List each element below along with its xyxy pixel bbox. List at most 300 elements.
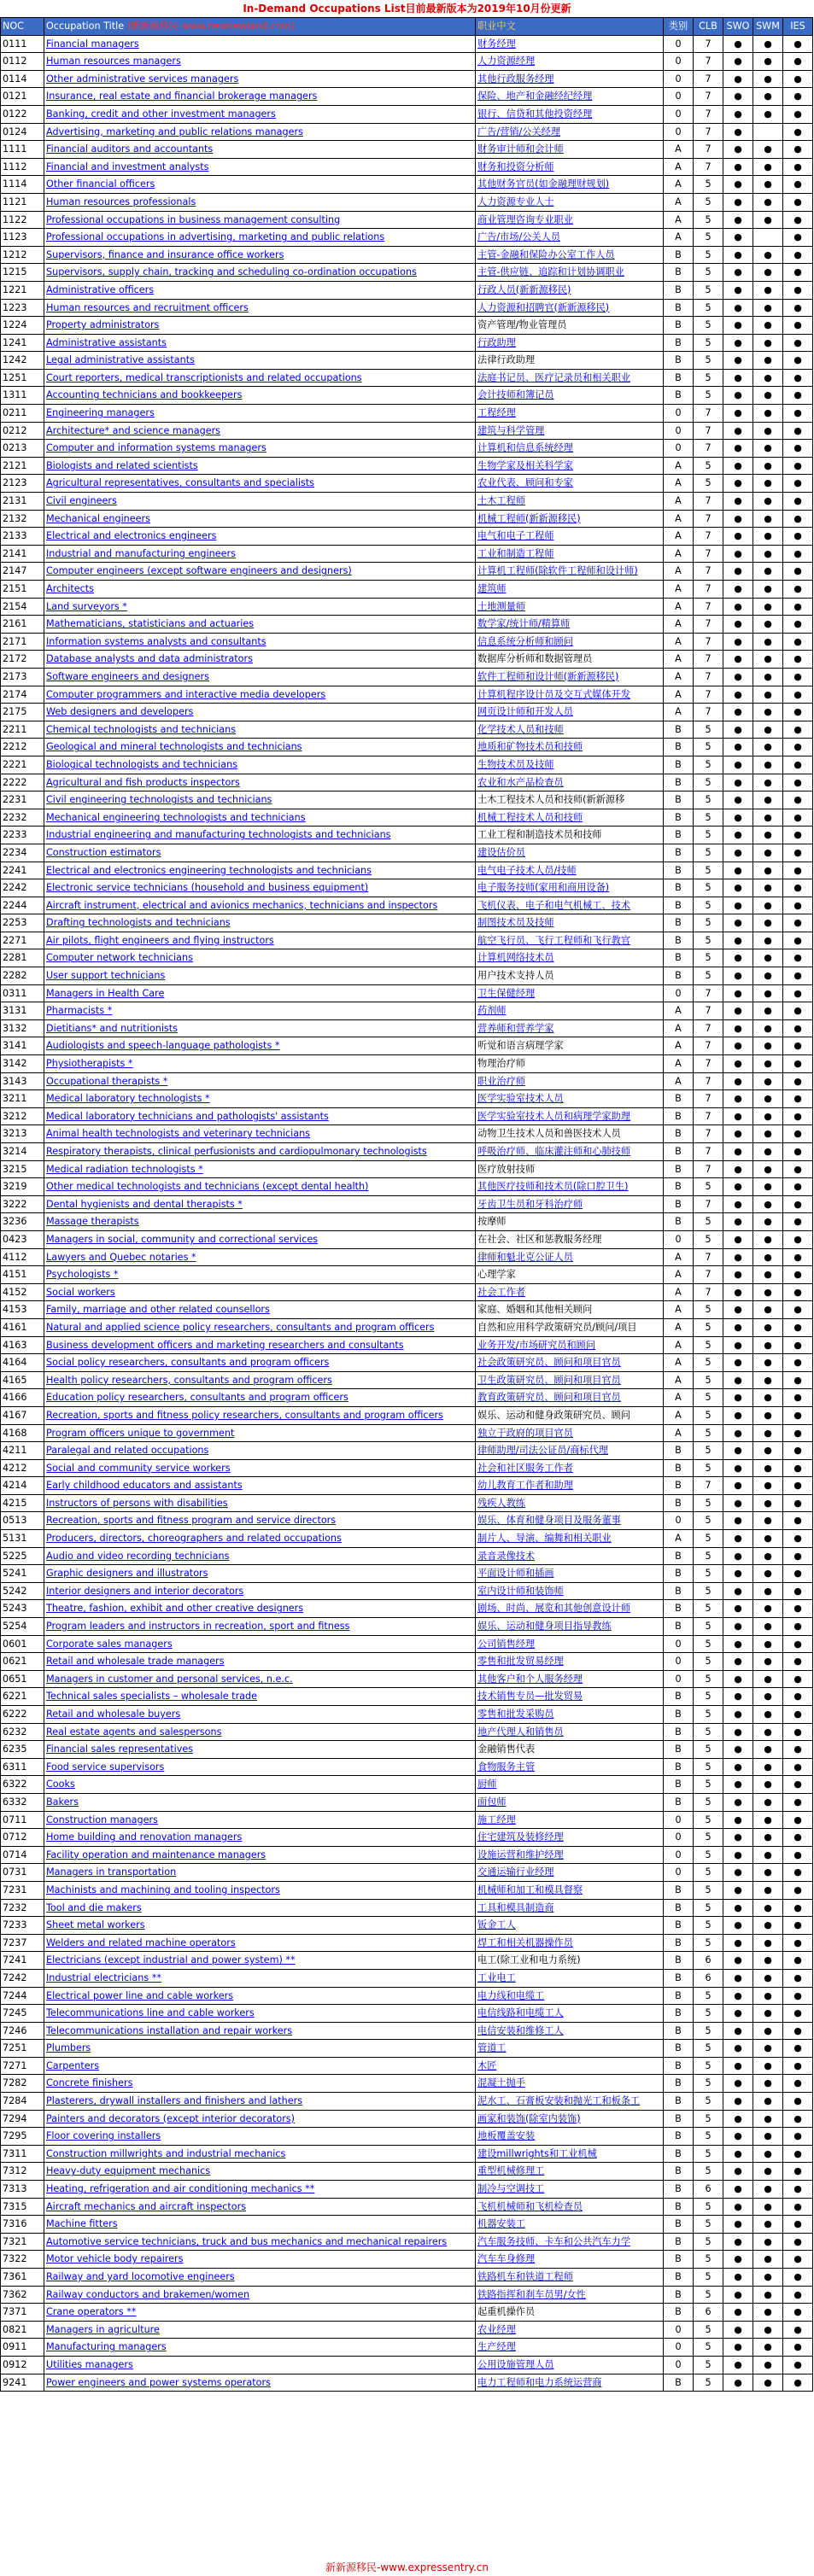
occupation-title-link[interactable]: Instructors of persons with disabilities [46,1497,228,1509]
chinese-title-link[interactable]: 住宅建筑及装修经理 [477,1831,564,1843]
chinese-title-link[interactable]: 飞机机械师和飞机检查员 [477,2200,583,2212]
chinese-title-link[interactable]: 社会和社区服务工作者 [477,1462,573,1474]
occupation-title-link[interactable]: Retail and wholesale buyers [46,1709,181,1720]
chinese-title-link[interactable]: 社会工作者 [477,1286,525,1298]
chinese-title-link[interactable]: 残疾人教练 [477,1497,525,1509]
occupation-title-link[interactable]: Telecommunications line and cable workers [46,2007,255,2019]
occupation-title-link[interactable]: Civil engineers [46,495,117,507]
occupation-title-link[interactable]: Occupational therapists * [46,1075,168,1087]
swm-dot: ● [753,914,783,932]
occupation-title-cell [44,1002,476,1020]
occupation-title-link[interactable]: Financial and investment analysts [46,161,209,172]
ies-dot: ● [783,2110,813,2128]
occupation-title-link[interactable]: Massage therapists [46,1216,139,1228]
occupation-title-link[interactable]: Air pilots, flight engineers and flying instructors [46,934,274,946]
chinese-title-link[interactable]: 计算机和信息系统经理 [477,442,573,454]
category: B [664,1793,694,1811]
clb-level: 5 [694,369,723,387]
noc-code: 7371 [1,2304,44,2322]
occupation-title-link[interactable]: Pharmacists * [46,1005,113,1017]
chinese-title-link[interactable]: 律师助理/司法公证员/商标代理 [477,1445,608,1457]
chinese-title-link[interactable]: 法庭书记员、医疗记录员和相关职业 [477,371,631,383]
occupation-title-link[interactable]: Natural and applied science policy researchers, consultants and program officers [46,1321,435,1333]
occupation-title-link[interactable]: Tool and die makers [46,1901,142,1913]
occupation-title-link[interactable]: Recreation, sports and fitness policy researchers, consultants and program officers [46,1409,443,1421]
swo-dot: ● [723,2251,753,2269]
occupation-title-link[interactable]: Supervisors, supply chain, tracking and scheduling co-ordination occupations [46,266,417,278]
occupation-title-cell [44,2251,476,2269]
noc-code: 3236 [1,1213,44,1231]
occupation-title-link[interactable]: Industrial electricians ** [46,1971,161,1983]
chinese-title-link[interactable]: 医学实验室技术人员 [477,1093,564,1105]
chinese-title-link[interactable]: 航空飞行员、飞行工程师和飞行教官 [477,934,631,946]
occupation-title-link[interactable]: Advertising, marketing and public relations managers [46,126,303,137]
chinese-title-link[interactable]: 施工经理 [477,1814,516,1825]
chinese-title-link[interactable]: 保险、地产和金融经纪经理 [477,91,593,102]
occupation-title-link[interactable]: User support technicians [46,970,166,982]
occupation-title-cell [44,1530,476,1548]
chinese-title-link[interactable]: 工业和制造工程师 [477,547,554,559]
chinese-title-link[interactable]: 混凝土抛手 [477,2077,525,2089]
chinese-title-link[interactable]: 公用设施管理人员 [477,2358,554,2370]
chinese-title-link[interactable]: 电信线路和电缆工人 [477,2007,564,2019]
occupation-title-link[interactable]: Family, marriage and other related counsellors [46,1304,270,1316]
occupation-title-link[interactable]: Program leaders and instructors in recreation, sport and fitness [46,1621,350,1633]
chinese-title-link[interactable]: 财务和投资分析师 [477,161,554,172]
table-row [1,1653,813,1671]
occupation-title-link[interactable]: Plumbers [46,2042,91,2054]
occupation-title-link[interactable]: Construction estimators [46,846,161,858]
chinese-title-link[interactable]: 财务经理 [477,38,516,50]
occupation-title-link[interactable]: Plasterers, drywall installers and finishers and lathers [46,2095,303,2107]
chinese-title-link[interactable]: 生物技术员及技师 [477,758,554,770]
occupation-title-link[interactable]: Computer engineers (except software engineers and designers) [46,565,352,577]
chinese-title-link[interactable]: 计算机工程师(除软件工程师和设计师) [477,565,638,577]
chinese-title-link[interactable]: 牙齿卫生员和牙科治疗师 [477,1198,583,1210]
chinese-title-cell: 娱乐、运动和健身政策研究员、顾问 [476,1406,664,1424]
occupation-title-link[interactable]: Medical radiation technologists * [46,1163,203,1175]
occupation-title-link[interactable]: Drafting technologists and technicians [46,917,231,929]
chinese-title-link[interactable]: 地板覆盖安装 [477,2130,536,2142]
occupation-title-link[interactable]: Retail and wholesale trade managers [46,1656,225,1668]
occupation-title-link[interactable]: Heating, refrigeration and air conditioning mechanics ** [46,2183,315,2195]
chinese-title-link[interactable]: 土木工程师 [477,495,525,507]
chinese-title-link[interactable]: 卫生保健经理 [477,987,536,999]
occupation-title-link[interactable]: Medical laboratory technologists * [46,1093,210,1105]
occupation-title-link[interactable]: Computer and information systems managers [46,442,266,454]
swm-dot: ● [753,1618,783,1636]
occupation-title-link[interactable]: Food service supervisors [46,1761,165,1773]
occupation-title-link[interactable]: Other administrative services managers [46,73,239,85]
occupation-title-link[interactable]: Audiologists and speech-language pathologists * [46,1040,280,1052]
occupation-title-link[interactable]: Other financial officers [46,178,155,190]
chinese-title-link[interactable]: 飞机仪表、电子和电气机械工、技术 [477,899,631,911]
occupation-title-link[interactable]: Managers in transportation [46,1866,177,1878]
occupation-title-link[interactable]: Automotive service technicians, truck and bus mechanics and mechanical repairers [46,2235,448,2247]
occupation-title-link[interactable]: Motor vehicle body repairers [46,2253,184,2265]
chinese-title-cell [476,528,664,546]
swo-dot: ● [723,53,753,71]
chinese-title-link[interactable]: 生物学家及相关科学家 [477,459,573,471]
chinese-title-link[interactable]: 制片人、导演、编舞和相关职业 [477,1533,612,1545]
occupation-title-cell [44,1582,476,1600]
occupation-title-link[interactable]: Dietitians* and nutritionists [46,1022,178,1034]
swm-dot: ● [753,545,783,563]
occupation-title-link[interactable]: Producers, directors, choreographers and related occupations [46,1533,342,1545]
chinese-title-link[interactable]: 职业治疗师 [477,1075,525,1087]
chinese-title-cell [476,1283,664,1301]
occupation-title-link[interactable]: Financial managers [46,38,139,50]
occupation-title-link[interactable]: Dental hygienists and dental therapists * [46,1198,243,1210]
ies-dot: ● [783,1723,813,1741]
occupation-title-link[interactable]: Social workers [46,1286,115,1298]
clb-level: 7 [694,545,723,563]
occupation-title-link[interactable]: Mechanical engineering technologists and technicians [46,811,306,823]
occupation-title-link[interactable]: Geological and mineral technologists and technicians [46,741,302,753]
occupation-title-link[interactable]: Early childhood educators and assistants [46,1480,243,1492]
chinese-title-link[interactable]: 重型机械修理工 [477,2165,545,2177]
chinese-title-link[interactable]: 医学实验室技术人员和病理学家助理 [477,1110,631,1122]
occupation-title-link[interactable]: Industrial engineering and manufacturing technologists and technicians [46,829,391,841]
occupation-title-link[interactable]: Database analysts and data administrators [46,653,253,665]
chinese-title-link[interactable]: 主管-供应链、追踪和计划协调职业 [477,266,624,278]
occupation-title-link[interactable]: Aircraft instrument, electrical and avionics mechanics, technicians and inspectors [46,899,438,911]
clb-level: 7 [694,598,723,616]
chinese-title-link[interactable]: 剧场、时尚、展览和其他创意设计师 [477,1603,631,1615]
chinese-title-link[interactable]: 机械工程师(新新源移民) [477,512,581,524]
occupation-title-link[interactable]: Biological technologists and technicians [46,758,238,770]
occupation-title-link[interactable]: Cooks [46,1779,75,1790]
chinese-title-link[interactable]: 呼吸治疗师、临床灌注师和心肺技师 [477,1146,631,1157]
occupation-title-link[interactable]: Architecture* and science managers [46,424,221,436]
occupation-title-link[interactable]: Telecommunications installation and repair workers [46,2024,293,2036]
table-row [1,1178,813,1196]
swm-dot: ● [753,897,783,914]
chinese-title-link[interactable]: 卫生政策研究员、顾问和项目官员 [477,1374,621,1386]
chinese-title-link[interactable]: 地产代理人和销售员 [477,1726,564,1738]
chinese-title-link[interactable]: 律师和魁北克公证人员 [477,1251,573,1263]
chinese-title-link[interactable]: 农业代表、顾问和专家 [477,477,573,489]
chinese-title-link[interactable]: 业务开发/市场研究员和顾问 [477,1339,596,1351]
chinese-title-link[interactable]: 独立于政府的项目官员 [477,1427,573,1439]
chinese-title-link[interactable]: 其他客户和个人服务经理 [477,1673,583,1685]
chinese-title-link[interactable]: 其他财务官员(如金融理财规划) [477,178,610,190]
occupation-title-link[interactable]: Graphic designers and illustrators [46,1568,208,1580]
occupation-title-link[interactable]: Construction managers [46,1814,158,1825]
occupation-title-link[interactable]: Animal health technologists and veterinary technicians [46,1128,311,1140]
chinese-title-link[interactable]: 电力线和电缆工 [477,1989,545,2001]
chinese-title-link[interactable]: 人力资源和招聘官(新新源移民) [477,301,610,313]
chinese-title-cell [476,264,664,282]
occupation-title-link[interactable]: Recreation, sports and fitness program and service directors [46,1515,337,1527]
chinese-title-cell [476,281,664,299]
occupation-title-link[interactable]: Human resources and recruitment officers [46,301,249,313]
occupation-title-link[interactable]: Carpenters [46,2059,100,2071]
chinese-title-link[interactable]: 电子服务技师(家用和商用设备) [477,882,610,894]
chinese-title-link[interactable]: 其他医疗技师和技术员(除口腔卫生) [477,1181,629,1193]
table-row [1,1090,813,1108]
occupation-title-link[interactable]: Computer network technicians [46,952,193,964]
swo-dot: ● [723,1037,753,1055]
occupation-title-link[interactable]: Biologists and related scientists [46,459,198,471]
occupation-title-link[interactable]: Sheet metal workers [46,1919,145,1931]
category: A [664,1354,694,1372]
occupation-title-link[interactable]: Architects [46,583,94,594]
occupation-title-link[interactable]: Property administrators [46,319,160,331]
occupation-title-link[interactable]: Professional occupations in business management consulting [46,213,341,225]
chinese-title-link[interactable]: 人力资源经理 [477,55,536,67]
occupation-title-link[interactable]: Insurance, real estate and financial brokerage managers [46,91,318,102]
chinese-title-link[interactable]: 管道工 [477,2042,507,2054]
occupation-title-link[interactable]: Web designers and developers [46,706,194,718]
occupation-title-link[interactable]: Mechanical engineers [46,512,150,524]
occupation-title-link[interactable]: Industrial and manufacturing engineers [46,547,236,559]
chinese-title-link[interactable]: 建设millwrights和工业机械 [477,2147,597,2159]
occupation-title-link[interactable]: Engineering managers [46,407,155,419]
occupation-title-link[interactable]: Construction millwrights and industrial mechanics [46,2147,286,2159]
chinese-title-link[interactable]: 建筑与科学管理 [477,424,545,436]
swo-dot: ● [723,317,753,335]
chinese-title-link[interactable]: 数学家/统计师/精算师 [477,618,571,630]
occupation-title-link[interactable]: Business development officers and marketing researchers and consultants [46,1339,404,1351]
chinese-title-link[interactable]: 室内设计师和装饰师 [477,1585,564,1597]
chinese-title-link[interactable]: 厨师 [477,1779,497,1790]
chinese-title-link[interactable]: 制图技术员及技师 [477,917,554,929]
noc-code: 2175 [1,704,44,721]
occupation-title-link[interactable]: Supervisors, finance and insurance office workers [46,248,284,260]
chinese-title-link[interactable]: 其他行政服务经理 [477,73,554,85]
occupation-title-link[interactable]: Administrative assistants [46,336,167,348]
chinese-title-link[interactable]: 设施运营和维护经理 [477,1849,564,1860]
chinese-title-link[interactable]: 土地测量师 [477,600,525,612]
occupation-title-link[interactable]: Utilities managers [46,2358,133,2370]
occupation-title-link[interactable]: Medical laboratory technicians and pathologists' assistants [46,1110,329,1122]
occupation-title-link[interactable]: Financial auditors and accountants [46,143,214,155]
occupation-title-link[interactable]: Land surveyors * [46,600,127,612]
occupation-title-link[interactable]: Electrical and electronics engineering technologists and technicians [46,864,372,876]
chinese-title-link[interactable]: 交通运输行业经理 [477,1866,554,1878]
chinese-title-link[interactable]: 建筑师 [477,583,507,594]
chinese-title-link[interactable]: 食物服务主管 [477,1761,536,1773]
noc-code: 2234 [1,844,44,862]
occupation-title-link[interactable]: Electronic service technicians (household and business equipment) [46,882,369,894]
occupation-title-link[interactable]: Power engineers and power systems operators [46,2376,271,2388]
chinese-title-link[interactable]: 营养师和营养学家 [477,1022,554,1034]
swo-dot: ● [723,1741,753,1759]
chinese-title-link[interactable]: 人力资源专业人士 [477,196,554,207]
occupation-title-link[interactable]: Respiratory therapists, clinical perfusionists and cardiopulmonary technologists [46,1146,427,1157]
chinese-title-link[interactable]: 软件工程师和设计师(新新源移民) [477,670,619,682]
chinese-title-link[interactable]: 信息系统分析师和顾问 [477,635,573,647]
occupation-title-link[interactable]: Painters and decorators (except interior decorators) [46,2112,295,2124]
occupation-title-link[interactable]: Real estate agents and salespersons [46,1726,222,1738]
occupation-title-link[interactable]: Heavy-duty equipment mechanics [46,2165,211,2177]
chinese-title-link[interactable]: 画家和装饰(除室内装饰) [477,2112,581,2124]
chinese-title-link[interactable]: 药剂师 [477,1005,507,1017]
chinese-title-link[interactable]: 泥水工、石膏板安装和抛光工和板条工 [477,2095,641,2107]
chinese-title-link[interactable]: 广告/市场/公关人员 [477,231,561,243]
occupation-title-link[interactable]: Health policy researchers, consultants and program officers [46,1374,332,1386]
occupation-title-link[interactable]: Machine fitters [46,2218,118,2230]
category: 0 [664,2339,694,2357]
occupation-title-link[interactable]: Software engineers and designers [46,670,209,682]
occupation-title-link[interactable]: Interior designers and interior decorators [46,1585,244,1597]
occupation-title-link[interactable]: Railway conductors and brakemen/women [46,2288,250,2300]
occupation-title-link[interactable]: Facility operation and maintenance managers [46,1849,266,1860]
occupation-title-link[interactable]: Court reporters, medical transcriptionists and related occupations [46,371,362,383]
occupation-title-link[interactable]: Railway and yard locomotive engineers [46,2271,235,2282]
occupation-title-link[interactable]: Agricultural and fish products inspectors [46,776,240,788]
chinese-title-link[interactable]: 公司销售经理 [477,1638,536,1650]
occupation-title-link[interactable]: Aircraft mechanics and aircraft inspectors [46,2200,247,2212]
occupation-title-link[interactable]: Accounting technicians and bookkeepers [46,389,243,401]
chinese-title-link[interactable]: 汽车服务技师、卡车和公共汽车力学 [477,2235,631,2247]
occupation-title-link[interactable]: Audio and video recording technicians [46,1550,230,1562]
occupation-title-cell [44,827,476,844]
noc-code: 2211 [1,721,44,739]
occupation-title-link[interactable]: Administrative officers [46,283,155,295]
chinese-title-link[interactable]: 教育政策研究员、顾问和项目官员 [477,1392,621,1404]
chinese-title-link[interactable]: 制冷与空调技工 [477,2183,545,2195]
chinese-title-link[interactable]: 工程经理 [477,407,516,419]
chinese-title-link[interactable]: 娱乐、运动和健身项目指导教练 [477,1621,612,1633]
occupation-title-link[interactable]: Professional occupations in advertising, marketing and public relations [46,231,385,243]
chinese-title-link[interactable]: 电气和电子工程师 [477,530,554,542]
swm-dot: ● [753,2093,783,2111]
table-row [1,2093,813,2111]
chinese-title-link[interactable]: 计算机程序设计员及交互式媒体开发 [477,688,631,700]
occupation-title-link[interactable]: Managers in customer and personal services, n.e.c. [46,1673,293,1685]
chinese-title-link[interactable]: 电气电子技术人员/技师 [477,864,577,876]
occupation-title-link[interactable]: Civil engineering technologists and technicians [46,794,272,806]
swm-dot: ● [753,563,783,581]
occupation-title-link[interactable]: Education policy researchers, consultants and program officers [46,1392,348,1404]
category: B [664,352,694,370]
occupation-title-link[interactable]: Human resources managers [46,55,181,67]
occupation-title-link[interactable]: Manufacturing managers [46,2341,167,2353]
chinese-title-link[interactable]: 银行、信贷和其他投资经理 [477,108,593,120]
occupation-title-link[interactable]: Managers in agriculture [46,2323,160,2335]
table-row [1,369,813,387]
occupation-title-link[interactable]: Legal administrative assistants [46,354,195,366]
occupation-title-link[interactable]: Theatre, fashion, exhibit and other creative designers [46,1603,304,1615]
chinese-title-link[interactable]: 钣金工人 [477,1919,516,1931]
occupation-title-link[interactable]: Concrete finishers [46,2077,133,2089]
occupation-title-link[interactable]: Technical sales specialists – wholesale trade [46,1691,258,1703]
chinese-title-link[interactable]: 农业和水产品检查员 [477,776,564,788]
occupation-title-link[interactable]: Crane operators ** [46,2306,137,2318]
chinese-title-link[interactable]: 机械师和加工和模具督察 [477,1884,583,1895]
chinese-title-link[interactable]: 汽车车身修理 [477,2253,536,2265]
occupation-title-link[interactable]: Welders and related machine operators [46,1936,236,1948]
chinese-title-link[interactable]: 零售和批发采购员 [477,1709,554,1720]
occupation-title-link[interactable]: Human resources professionals [46,196,196,207]
occupation-title-link[interactable]: Home building and renovation managers [46,1831,243,1843]
table-row [1,1565,813,1583]
occupation-title-link[interactable]: Other medical technologists and technicians (except dental health) [46,1181,369,1193]
occupation-title-link[interactable]: Corporate sales managers [46,1638,173,1650]
chinese-title-link[interactable]: 行政助理 [477,336,516,348]
occupation-title-link[interactable]: Social policy researchers, consultants and program officers [46,1357,330,1369]
chinese-title-link[interactable]: 电力工程师和电力系统运营商 [477,2376,602,2388]
occupation-title-link[interactable]: Chemical technologists and technicians [46,723,237,735]
occupation-title-link[interactable]: Bakers [46,1796,79,1808]
chinese-title-link[interactable]: 社会政策研究员、顾问和项目官员 [477,1357,621,1369]
occupation-title-link[interactable]: Information systems analysts and consultants [46,635,266,647]
chinese-title-link[interactable]: 化学技术人员和技师 [477,723,564,735]
occupation-title-link[interactable]: Paralegal and related occupations [46,1445,209,1457]
chinese-title-link[interactable]: 计算机网络技术员 [477,952,554,964]
table-row [1,1811,813,1829]
swo-dot: ● [723,1811,753,1829]
occupation-title-link[interactable]: Managers in social, community and correctional services [46,1233,319,1245]
occupation-title-link[interactable]: Machinists and machining and tooling inspectors [46,1884,280,1895]
occupation-title-link[interactable]: Floor covering installers [46,2130,161,2142]
chinese-title-link[interactable]: 铁路指挥和刹车员男/女性 [477,2288,586,2300]
chinese-title-link[interactable]: 网页设计师和开发人员 [477,706,573,718]
chinese-title-link[interactable]: 木匠 [477,2059,497,2071]
chinese-title-link[interactable]: 主管-金融和保险办公室工作人员 [477,248,615,260]
chinese-title-link[interactable]: 幼儿教育工作者和助理 [477,1480,573,1492]
chinese-title-link[interactable]: 农业经理 [477,2323,516,2335]
chinese-title-link[interactable]: 焊工和相关机器操作员 [477,1936,573,1948]
chinese-title-link[interactable]: 地质和矿物技术员和技师 [477,741,583,753]
occupation-title-link[interactable]: Electrical power line and cable workers [46,1989,234,2001]
chinese-title-link[interactable]: 平面设计师和插画 [477,1568,554,1580]
chinese-title-link[interactable]: 机器安装工 [477,2218,525,2230]
chinese-title-link[interactable]: 广告/营销/公关经理 [477,126,561,137]
occupation-title-cell [44,1037,476,1055]
table-row [1,1389,813,1407]
occupation-title-link[interactable]: Banking, credit and other investment managers [46,108,276,120]
occupation-title-link[interactable]: Managers in Health Care [46,987,165,999]
occupation-title-link[interactable]: Lawyers and Quebec notaries * [46,1251,196,1263]
chinese-title-link[interactable]: 零售和批发贸易经理 [477,1656,564,1668]
chinese-title-link[interactable]: 录音录像技术 [477,1550,536,1562]
occupation-title-link[interactable]: Electrical and electronics engineers [46,530,217,542]
occupation-title-link[interactable]: Program officers unique to government [46,1427,235,1439]
chinese-title-link[interactable]: 工具和模具制造商 [477,1901,554,1913]
occupation-title-link[interactable]: Social and community service workers [46,1462,231,1474]
noc-code: 4167 [1,1406,44,1424]
chinese-title-link[interactable]: 娱乐、体育和健身项目及服务董事 [477,1515,621,1527]
occupation-title-link[interactable]: Computer programmers and interactive media developers [46,688,326,700]
occupation-title-link[interactable]: Agricultural representatives, consultants and specialists [46,477,314,489]
table-row [1,1618,813,1636]
occupation-title-link[interactable]: Electricians (except industrial and power system) ** [46,1954,296,1966]
chinese-title-link[interactable]: 机械工程技术人员和技师 [477,811,583,823]
chinese-title-link[interactable]: 铁路机车和铁道工程师 [477,2271,573,2282]
occupation-title-link[interactable]: Psychologists * [46,1269,119,1281]
noc-code: 5243 [1,1600,44,1618]
chinese-title-link[interactable]: 行政人员(新新源移民) [477,283,571,295]
chinese-title-cell [476,2005,664,2023]
occupation-title-link[interactable]: Financial sales representatives [46,1744,194,1755]
chinese-title-link[interactable]: 面包师 [477,1796,507,1808]
chinese-title-link[interactable]: 商业管理咨询专业职业 [477,213,573,225]
chinese-title-link[interactable]: 财务审计师和会计师 [477,143,564,155]
chinese-title-link[interactable]: 工业电工 [477,1971,516,1983]
chinese-title-link[interactable]: 技术销售专员—批发贸易 [477,1691,583,1703]
occupation-title-link[interactable]: Mathematicians, statisticians and actuaries [46,618,255,630]
chinese-title-link[interactable]: 建设估价员 [477,846,525,858]
occupation-title-cell [44,2145,476,2163]
chinese-title-link[interactable]: 生产经理 [477,2341,516,2353]
category: B [664,334,694,352]
chinese-title-link[interactable]: 电信安装和维修工人 [477,2024,564,2036]
chinese-title-link[interactable]: 会计技师和簿记员 [477,389,554,401]
occupation-title-link[interactable]: Physiotherapists * [46,1058,133,1070]
